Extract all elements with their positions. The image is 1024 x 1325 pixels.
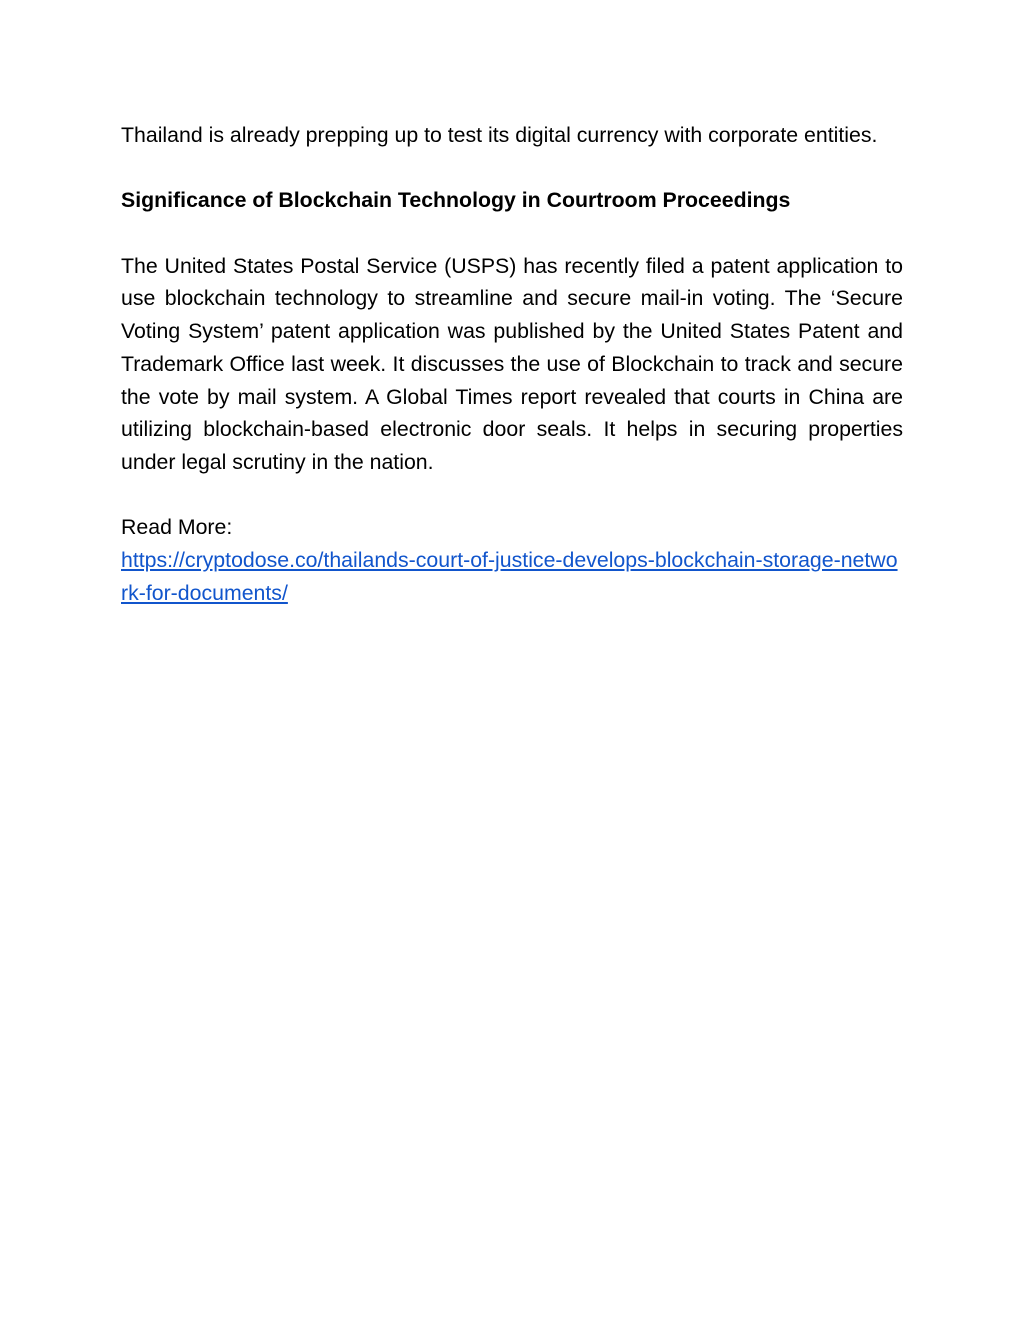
paragraph-spacer <box>121 217 903 250</box>
section-heading: Significance of Blockchain Technology in Courtroom Proceedings <box>121 188 791 213</box>
body-paragraph: The United States Postal Service (USPS) has recently filed a patent application to use blockchain technology to streamline and secure mail-in voting. The ‘Secure Voting System’ patent application was published by the United States Patent and Trademark Office last week. It discusses the use of Blockchain to track and secure the vote by mail system. A Global Times report revealed that courts in China are utilizing blockchain-based electronic door seals. It helps in securing properties under legal scrutiny in the nation. <box>121 253 903 474</box>
paragraph-spacer <box>121 152 903 185</box>
read-more-label: Read More: <box>121 515 233 540</box>
read-more-link[interactable]: https://cryptodose.co/thailands-court-of-justice-develops-blockchain-storage-network-for-documents/ <box>121 548 898 605</box>
intro-paragraph: Thailand is already prepping up to test its digital currency with corporate entities. <box>121 123 878 147</box>
paragraph-spacer <box>121 479 903 512</box>
document-page <box>121 119 903 610</box>
